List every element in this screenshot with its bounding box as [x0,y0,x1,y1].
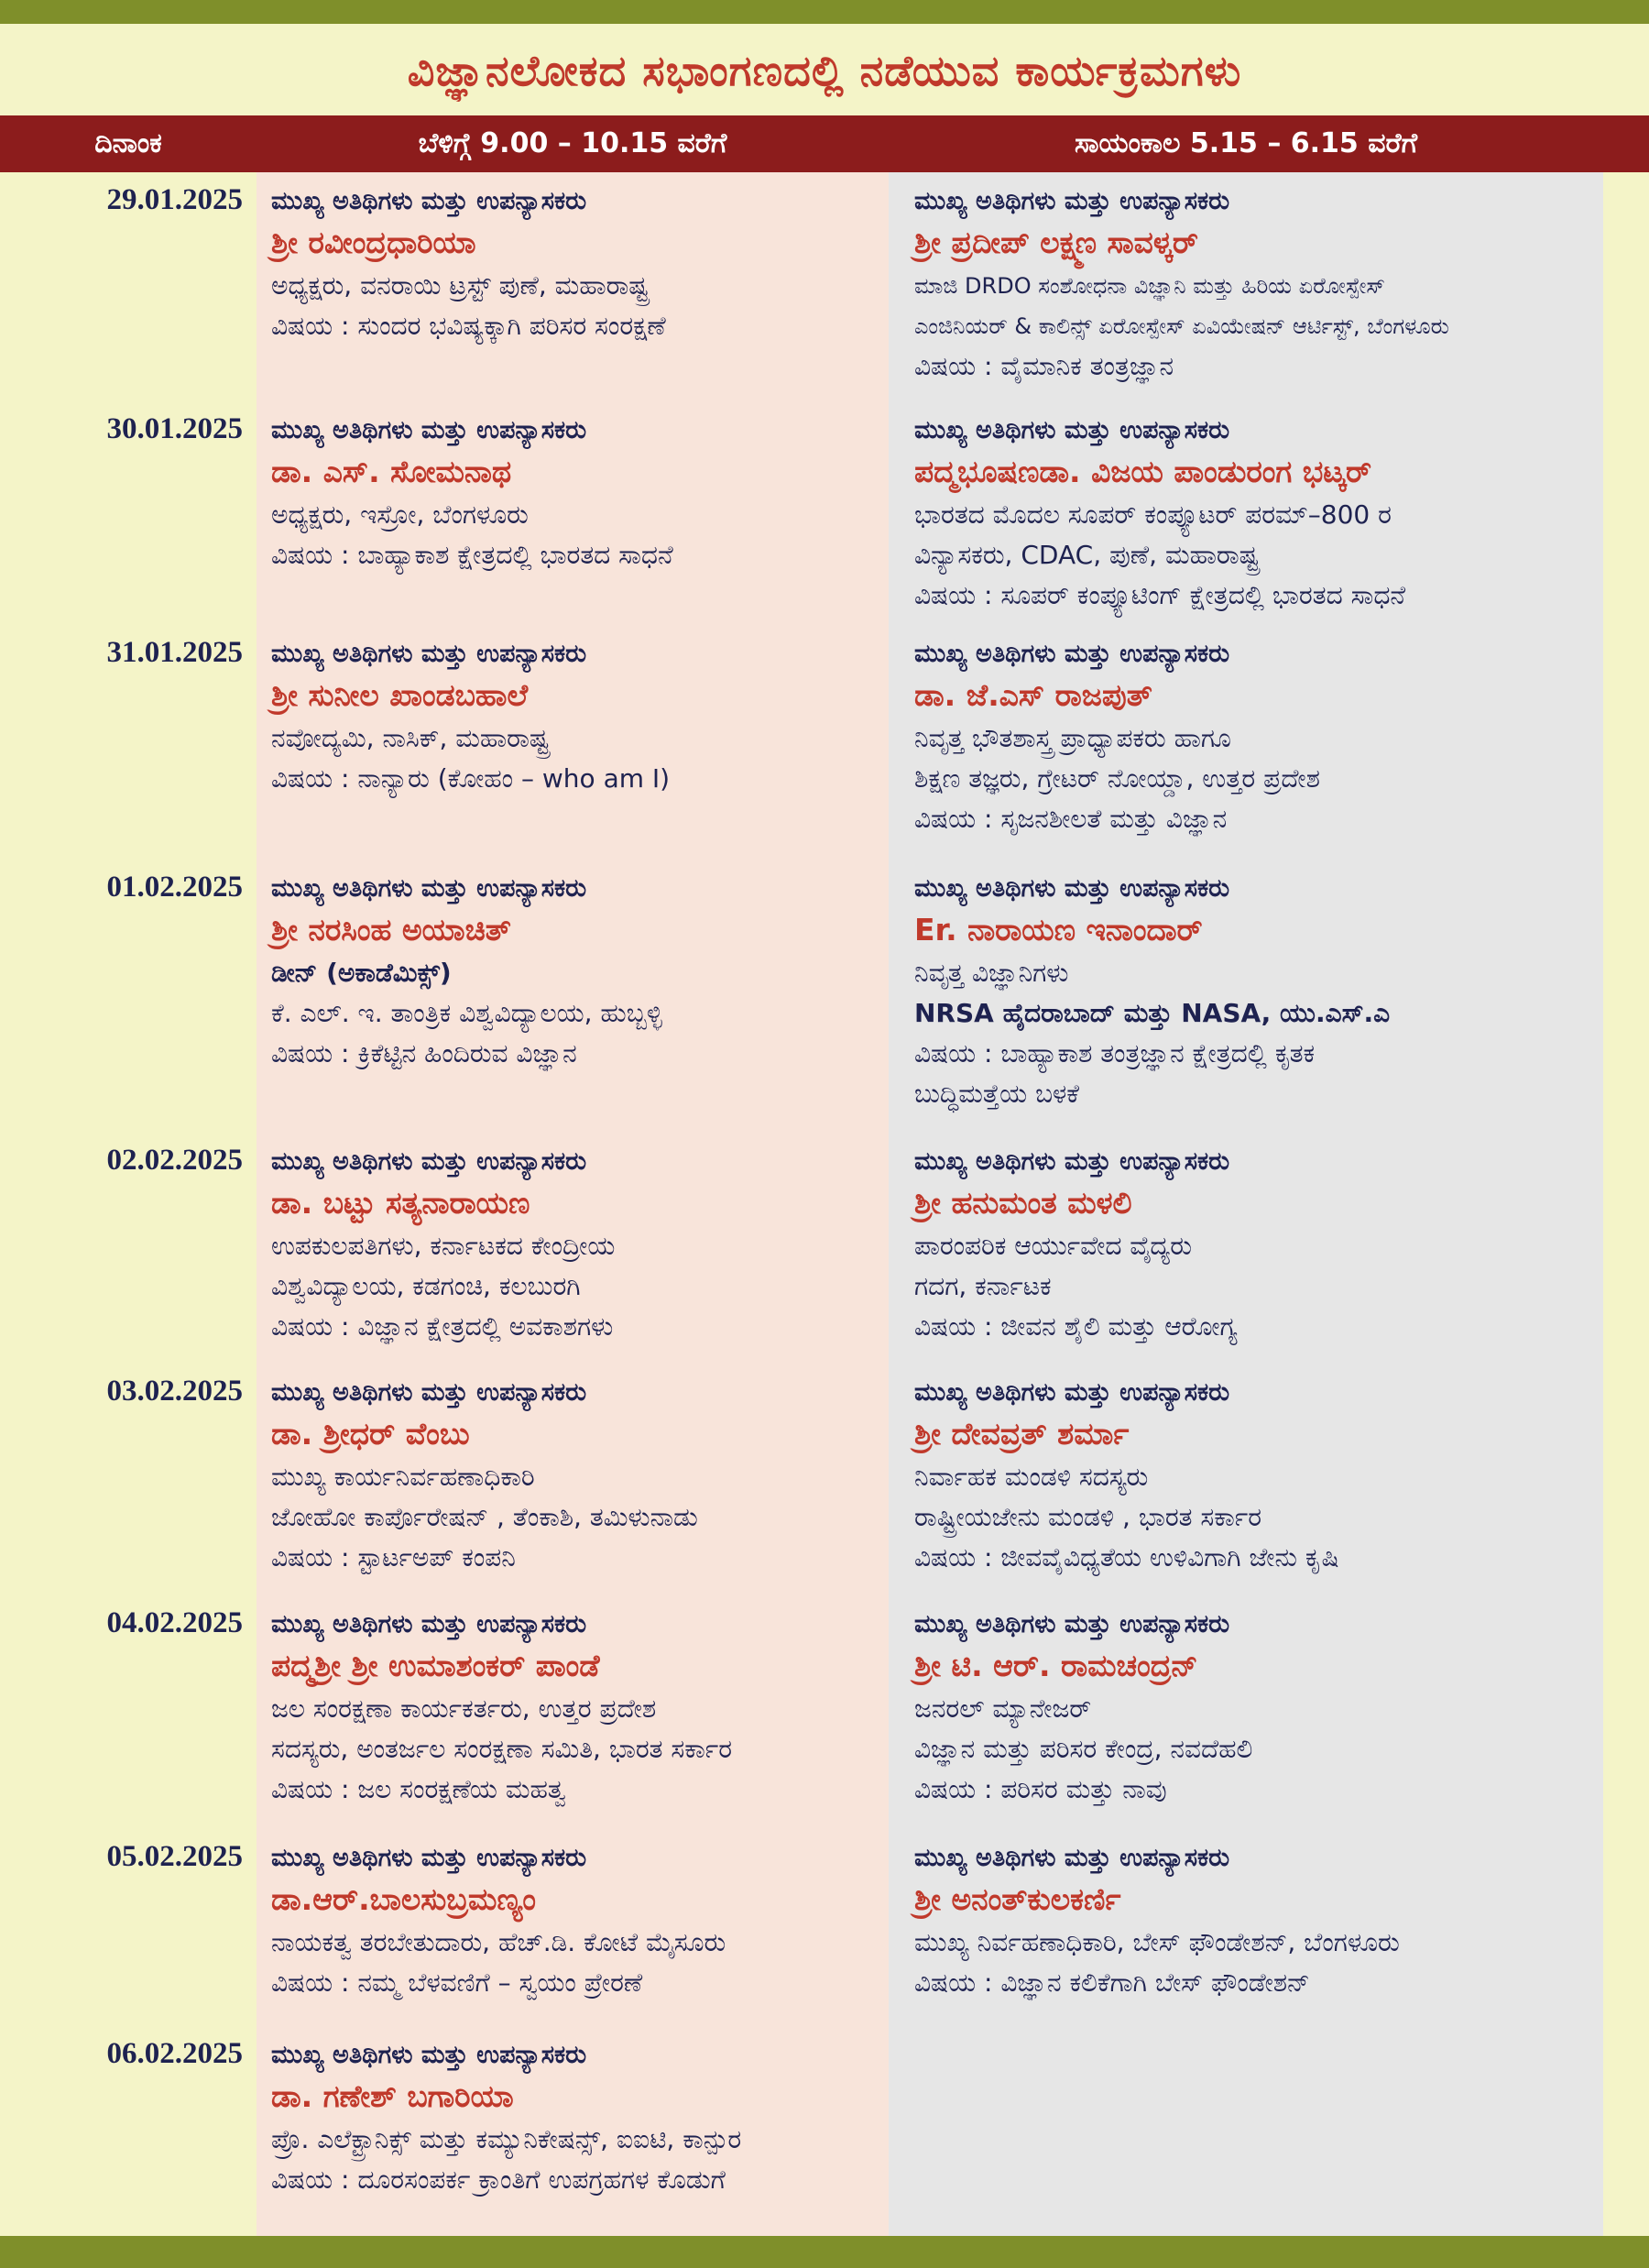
speaker-detail: ನಿವೃತ್ತ ಭೌತಶಾಸ್ತ್ರ ಪ್ರಾಧ್ಯಾಪಕರು ಹಾಗೂ [914,723,1231,753]
guest-label: ಮುಖ್ಯ ಅತಿಥಿಗಳು ಮತ್ತು ಉಪನ್ಯಾಸಕರು [271,1844,587,1872]
speaker-name: ಶ್ರೀ ಟಿ. ಆರ್. ರಾಮಚಂದ್ರನ್ [914,1648,1198,1683]
speaker-detail: ನಿವೃತ್ತ ವಿಜ್ಞಾನಿಗಳು [914,958,1069,988]
guest-label: ಮುಖ್ಯ ಅತಿಥಿಗಳು ಮತ್ತು ಉಪನ್ಯಾಸಕರು [914,1610,1230,1638]
speaker-detail: ವಿಷಯ : ಜೀವನ ಶೈಲಿ ಮತ್ತು ಆರೋಗ್ಯ [914,1311,1238,1342]
morning-session [271,636,879,799]
guest-label: ಮುಖ್ಯ ಅತಿಥಿಗಳು ಮತ್ತು ಉಪನ್ಯಾಸಕರು [914,187,1230,215]
evening-session [914,1144,1597,1347]
morning-session [271,1375,879,1578]
speaker-detail: ಪಾರಂಪರಿಕ ಆರ್ಯುವೇದ ವೈದ್ಯರು [914,1231,1192,1261]
header-date: ದಿನಾಂಕ [94,127,162,159]
speaker-detail: ಸದಸ್ಯರು, ಅಂತರ್ಜಲ ಸಂರಕ್ಷಣಾ ಸಮಿತಿ, ಭಾರತ ಸರ್ಕಾರ [271,1734,733,1764]
speaker-detail: ವಿಷಯ : ದೂರಸಂಪರ್ಕ ಕ್ರಾಂತಿಗೆ ಉಪಗ್ರಹಗಳ ಕೊಡುಗೆ [271,2164,726,2195]
speaker-detail: ವಿಷಯ : ಸೂಪರ್ ಕಂಪ್ಯೂಟಿಂಗ್ ಕ್ಷೇತ್ರದಲ್ಲಿ ಭಾರತದ ಸಾಧನೆ [914,580,1406,610]
guest-label: ಮುಖ್ಯ ಅತಿಥಿಗಳು ಮತ್ತು ಉಪನ್ಯಾಸಕರು [271,874,587,903]
speaker-detail: ವಿಷಯ : ಸೃಜನಶೀಲತೆ ಮತ್ತು ವಿಜ್ಞಾನ [914,804,1228,834]
row-date: 05.02.2025 [106,1840,243,1873]
evening-session [914,1840,1597,2003]
speaker-detail: ಮುಖ್ಯ ಕಾರ್ಯನಿರ್ವಹಣಾಧಿಕಾರಿ [271,1462,535,1492]
header-evening: ಸಾಯಂಕಾಲ 5.15 – 6.15 ವರೆಗೆ [1074,127,1418,159]
speaker-detail: ಭಾರತದ ಮೊದಲ ಸೂಪರ್ ಕಂಪ್ಯೂಟರ್ ಪರಮ್–800 ರ [914,499,1392,530]
morning-session [271,1606,879,1810]
morning-session [271,2037,879,2200]
speaker-detail: ಜೋಹೋ ಕಾರ್ಪೊರೇಷನ್ , ತೆಂಕಾಶಿ, ತಮಿಳುನಾಡು [271,1502,698,1532]
evening-session [914,871,1597,1114]
bottom-band [0,2236,1649,2268]
speaker-detail: ವಿಷಯ : ಜಲ ಸಂರಕ್ಷಣೆಯ ಮಹತ್ವ [271,1774,566,1804]
speaker-detail: ನವೋದ್ಯಮಿ, ನಾಸಿಕ್, ಮಹಾರಾಷ್ಟ್ರ [271,723,550,753]
speaker-name: ಡಾ. ಶ್ರೀಧರ್ ವೆಂಬು [271,1416,470,1452]
guest-label: ಮುಖ್ಯ ಅತಿಥಿಗಳು ಮತ್ತು ಉಪನ್ಯಾಸಕರು [271,2041,587,2069]
speaker-detail: ವಿಷಯ : ನಮ್ಮ ಬೆಳವಣಿಗೆ – ಸ್ವಯಂ ಪ್ರೇರಣೆ [271,1967,643,1998]
speaker-name: ಶ್ರೀ ರವೀಂದ್ರಧಾರಿಯಾ [271,225,476,260]
speaker-detail: ಶಿಕ್ಷಣ ತಜ್ಞರು, ಗ್ರೇಟರ್ ನೋಯ್ಡಾ, ಉತ್ತರ ಪ್ರದೇಶ [914,763,1320,794]
morning-session [271,1144,879,1347]
speaker-detail: ವಿಷಯ : ವಿಜ್ಞಾನ ಕ್ಷೇತ್ರದಲ್ಲಿ ಅವಕಾಶಗಳು [271,1311,614,1342]
row-date: 31.01.2025 [106,636,243,669]
header-morning: ಬೆಳಿಗ್ಗೆ 9.00 – 10.15 ವರೆಗೆ [418,127,727,159]
speaker-name: ಡಾ. ಬಟ್ಟು ಸತ್ಯನಾರಾಯಣ [271,1185,530,1221]
speaker-name: ಪದ್ಮಭೂಷಣಡಾ. ವಿಜಯ ಪಾಂಡುರಂಗ ಭಟ್ಕರ್ [914,454,1372,489]
speaker-name: Er. ನಾರಾಯಣ ಇನಾಂದಾರ್ [914,912,1203,948]
speaker-detail: ಜಲ ಸಂರಕ್ಷಣಾ ಕಾರ್ಯಕರ್ತರು, ಉತ್ತರ ಪ್ರದೇಶ [271,1693,657,1724]
guest-label: ಮುಖ್ಯ ಅತಿಥಿಗಳು ಮತ್ತು ಉಪನ್ಯಾಸಕರು [271,640,587,668]
row-date: 30.01.2025 [106,412,243,445]
guest-label: ಮುಖ್ಯ ಅತಿಥಿಗಳು ಮತ್ತು ಉಪನ್ಯಾಸಕರು [914,1844,1230,1872]
speaker-detail: ವಿಷಯ : ವೈಮಾನಿಕ ತಂತ್ರಜ್ಞಾನ [914,351,1174,381]
guest-label: ಮುಖ್ಯ ಅತಿಥಿಗಳು ಮತ್ತು ಉಪನ್ಯಾಸಕರು [271,1147,587,1176]
speaker-name: ಡಾ. ಗಣೇಶ್ ಬಗಾರಿಯಾ [271,2078,514,2114]
speaker-detail: ವಿಷಯ : ಜೀವವೈವಿಧ್ಯತೆಯ ಉಳಿವಿಗಾಗಿ ಜೇನು ಕೃಷಿ [914,1542,1339,1572]
speaker-detail: ಮಾಜಿ DRDO ಸಂಶೋಧನಾ ವಿಜ್ಞಾನಿ ಮತ್ತು ಹಿರಿಯ ಏರೋಸ್ಪೇಸ್ [914,273,1385,299]
speaker-detail: ಉಪಕುಲಪತಿಗಳು, ಕರ್ನಾಟಕದ ಕೇಂದ್ರೀಯ [271,1231,616,1261]
speaker-detail: ವಿಷಯ : ಬಾಹ್ಯಾಕಾಶ ಕ್ಷೇತ್ರದಲ್ಲಿ ಭಾರತದ ಸಾಧನೆ [271,540,673,570]
speaker-detail: ಅಧ್ಯಕ್ಷರು, ಇಸ್ರೋ, ಬೆಂಗಳೂರು [271,499,529,530]
morning-session [271,871,879,1074]
speaker-detail: ವಿನ್ಯಾಸಕರು, CDAC, ಪುಣೆ, ಮಹಾರಾಷ್ಟ್ರ [914,540,1260,570]
row-date: 02.02.2025 [106,1144,243,1177]
speaker-detail: ಎಂಜಿನಿಯರ್ & ಕಾಲಿನ್ಸ್ ಏರೋಸ್ಪೇಸ್ ಏವಿಯೇಷನ್ ಆರ್ಟಿಸ್ಟ್, ಬೆಂಗಳೂರು [914,313,1449,339]
speaker-detail: ನಾಯಕತ್ವ ತರಬೇತುದಾರು, ಹೆಚ್.ಡಿ. ಕೋಟೆ ಮೈಸೂರು [271,1927,726,1957]
row-date: 01.02.2025 [106,871,243,904]
speaker-name: ಡಾ. ಎಸ್. ಸೋಮನಾಥ [271,454,512,489]
speaker-detail: ಕೆ. ಎಲ್. ಇ. ತಾಂತ್ರಿಕ ವಿಶ್ವವಿದ್ಯಾಲಯ, ಹುಬ್ಬಳ್ಳಿ [271,998,662,1028]
speaker-name: ಶ್ರೀ ಅನಂತ್‌ಕುಲಕರ್ಣಿ [914,1881,1121,1917]
evening-session [914,412,1597,616]
speaker-name: ಶ್ರೀ ಪ್ರದೀಪ್ ಲಕ್ಷ್ಮಣ ಸಾವಳ್ಕರ್ [914,225,1199,260]
guest-label: ಮುಖ್ಯ ಅತಿಥಿಗಳು ಮತ್ತು ಉಪನ್ಯಾಸಕರು [914,1378,1230,1407]
speaker-detail: ಮುಖ್ಯ ನಿರ್ವಹಣಾಧಿಕಾರಿ, ಬೇಸ್ ಫೌಂಡೇಶನ್, ಬೆಂಗಳೂರು [914,1927,1400,1957]
evening-session [914,183,1597,387]
evening-session [914,1375,1597,1578]
speaker-detail: ನಿರ್ವಾಹಕ ಮಂಡಳಿ ಸದಸ್ಯರು [914,1462,1149,1492]
speaker-name: ಶ್ರೀ ಸುನೀಲ ಖಾಂಡಬಹಾಲೆ [271,677,529,713]
speaker-detail: ರಾಷ್ಟ್ರೀಯಜೇನು ಮಂಡಳಿ , ಭಾರತ ಸರ್ಕಾರ [914,1502,1262,1532]
row-date: 06.02.2025 [106,2037,243,2070]
page-title: ವಿಜ್ಞಾನಲೋಕದ ಸಭಾಂಗಣದಲ್ಲಿ ನಡೆಯುವ ಕಾರ್ಯಕ್ರಮಗಳು [407,46,1242,95]
speaker-detail: ಜನರಲ್ ಮ್ಯಾನೇಜರ್ [914,1693,1092,1724]
guest-label: ಮುಖ್ಯ ಅತಿಥಿಗಳು ಮತ್ತು ಉಪನ್ಯಾಸಕರು [271,187,587,215]
speaker-detail: ಡೀನ್ (ಅಕಾಡೆಮಿಕ್ಸ್) [271,958,452,988]
evening-session [914,636,1597,839]
speaker-name: ಪದ್ಮಶ್ರೀ ಶ್ರೀ ಉಮಾಶಂಕರ್ ಪಾಂಡೆ [271,1648,600,1683]
speaker-detail: NRSA ಹೈದರಾಬಾದ್ ಮತ್ತು NASA, ಯು.ಎಸ್.ಎ [914,998,1391,1028]
guest-label: ಮುಖ್ಯ ಅತಿಥಿಗಳು ಮತ್ತು ಉಪನ್ಯಾಸಕರು [914,416,1230,444]
morning-session [271,183,879,346]
speaker-name: ಡಾ. ಜೆ.ಎಸ್ ರಾಜಪುತ್ [914,677,1152,713]
guest-label: ಮುಖ್ಯ ಅತಿಥಿಗಳು ಮತ್ತು ಉಪನ್ಯಾಸಕರು [271,416,587,444]
speaker-detail: ವಿಷಯ : ನಾನ್ಯಾರು (ಕೋಹಂ – who am I) [271,763,671,794]
guest-label: ಮುಖ್ಯ ಅತಿಥಿಗಳು ಮತ್ತು ಉಪನ್ಯಾಸಕರು [914,1147,1230,1176]
top-band [0,0,1649,24]
row-date: 29.01.2025 [106,183,243,216]
speaker-detail: ವಿಷಯ : ವಿಜ್ಞಾನ ಕಲಿಕೆಗಾಗಿ ಬೇಸ್ ಫೌಂಡೇಶನ್ [914,1967,1310,1998]
speaker-detail: ವಿಶ್ವವಿದ್ಯಾಲಯ, ಕಡಗಂಚಿ, ಕಲಬುರಗಿ [271,1271,581,1301]
guest-label: ಮುಖ್ಯ ಅತಿಥಿಗಳು ಮತ್ತು ಉಪನ್ಯಾಸಕರು [914,640,1230,668]
row-date: 04.02.2025 [106,1606,243,1639]
morning-session [271,1840,879,2003]
speaker-detail: ಬುದ್ಧಿಮತ್ತೆಯ ಬಳಕೆ [914,1079,1079,1109]
speaker-name: ಶ್ರೀ ನರಸಿಂಹ ಅಯಾಚಿತ್ [271,912,511,948]
row-date: 03.02.2025 [106,1375,243,1408]
table-header [0,115,1649,172]
speaker-name: ಶ್ರೀ ಹನುಮಂತ ಮಳಲಿ [914,1185,1132,1221]
speaker-detail: ವಿಷಯ : ಸ್ಟಾರ್ಟಅಪ್ ಕಂಪನಿ [271,1542,516,1572]
speaker-detail: ವಿಷಯ : ಬಾಹ್ಯಾಕಾಶ ತಂತ್ರಜ್ಞಾನ ಕ್ಷೇತ್ರದಲ್ಲಿ ಕೃತಕ [914,1038,1316,1068]
speaker-detail: ಅಧ್ಯಕ್ಷರು, ವನರಾಯಿ ಟ್ರಸ್ಟ್ ಪುಣೆ, ಮಹಾರಾಷ್ಟ್ರ [271,270,650,301]
speaker-detail: ವಿಷಯ : ಪರಿಸರ ಮತ್ತು ನಾವು [914,1774,1167,1804]
speaker-detail: ವಿಷಯ : ಸುಂದರ ಭವಿಷ್ಯಕ್ಕಾಗಿ ಪರಿಸರ ಸಂರಕ್ಷಣೆ [271,311,666,341]
guest-label: ಮುಖ್ಯ ಅತಿಥಿಗಳು ಮತ್ತು ಉಪನ್ಯಾಸಕರು [271,1378,587,1407]
speaker-detail: ವಿಜ್ಞಾನ ಮತ್ತು ಪರಿಸರ ಕೇಂದ್ರ, ನವದೆಹಲಿ [914,1734,1253,1764]
guest-label: ಮುಖ್ಯ ಅತಿಥಿಗಳು ಮತ್ತು ಉಪನ್ಯಾಸಕರು [271,1610,587,1638]
guest-label: ಮುಖ್ಯ ಅತಿಥಿಗಳು ಮತ್ತು ಉಪನ್ಯಾಸಕರು [914,874,1230,903]
morning-session [271,412,879,575]
speaker-detail: ಗದಗ, ಕರ್ನಾಟಕ [914,1271,1052,1301]
speaker-detail: ವಿಷಯ : ಕ್ರಿಕೆಟ್ಟಿನ ಹಿಂದಿರುವ ವಿಜ್ಞಾನ [271,1038,577,1068]
speaker-name: ಡಾ.ಆರ್.ಬಾಲಸುಬ್ರಮಣ್ಯಂ [271,1881,537,1917]
speaker-name: ಶ್ರೀ ದೇವವ್ರತ್ ಶರ್ಮಾ [914,1416,1130,1452]
speaker-detail: ಪ್ರೊ. ಎಲೆಕ್ಟ್ರಾನಿಕ್ಸ್ ಮತ್ತು ಕಮ್ಯುನಿಕೇಷನ್ಸ್, ಐಐಟಿ, ಕಾನ್ಪುರ [271,2124,742,2154]
evening-session [914,1606,1597,1810]
